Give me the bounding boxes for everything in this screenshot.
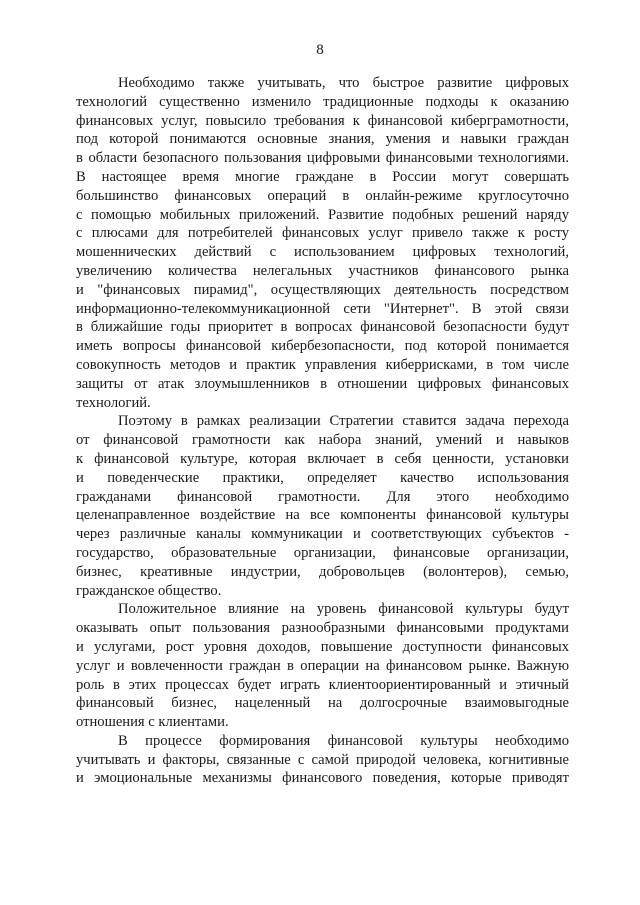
text-line: через различные каналы коммуникации и соответствующих субъектов - — [76, 526, 569, 543]
text-line: гражданами финансовой грамотности. Для этого необходимо — [76, 488, 569, 505]
text-line: услуг и вовлеченности граждан в операции на финансовом рынке. Важную — [76, 657, 569, 674]
paragraph — [76, 732, 569, 788]
text-line: отношения с клиентами. — [76, 714, 229, 731]
text-line: роль в этих процессах будет играть клиентоориентированный и этичный — [76, 676, 569, 693]
text-line: от финансовой грамотности как набора знаний, умений и навыков — [76, 432, 569, 449]
text-line: В настоящее время многие граждане в России могут совершать — [76, 168, 569, 185]
paragraph — [76, 600, 569, 732]
text-line: иметь вопросы финансовой кибербезопасности, под которой понимается — [76, 338, 569, 355]
text-line: увеличению количества нелегальных участников финансового рынка — [76, 262, 569, 279]
text-line: оказывать опыт пользования разнообразными финансовыми продуктами — [76, 620, 569, 637]
text-line: Необходимо также учитывать, что быстрое развитие цифровых — [118, 75, 569, 91]
text-line: защиты от атак злоумышленников в отношении цифровых финансовых — [76, 375, 569, 392]
text-line: Положительное влияние на уровень финансовой культуры будут — [118, 601, 569, 618]
text-line: в области безопасного пользования цифровыми финансовыми технологиями. — [76, 150, 569, 167]
text-line: мошеннических действий с использованием цифровых технологий, — [76, 244, 569, 261]
text-line: большинство финансовых операций в онлайн-режиме круглосуточно — [76, 187, 569, 204]
text-line: финансовый бизнес, нацеленный на долгосрочные взаимовыгодные — [76, 695, 569, 712]
text-line: технологий. — [76, 394, 151, 411]
text-line: учитывать и факторы, связанные с самой природой человека, когнитивные — [76, 751, 569, 768]
text-line: с помощью мобильных приложений. Развитие подобных решений наряду — [76, 206, 569, 223]
text-line: государство, образовательные организации, финансовые организации, — [76, 544, 569, 561]
text-line: совокупность методов и практик управления киберрисками, в том числе — [76, 356, 569, 373]
text-line: в ближайшие годы приоритет в вопросах финансовой безопасности будут — [76, 319, 569, 336]
text-line: к финансовой культуре, которая включает в себя ценности, установки — [76, 450, 569, 467]
body-text — [76, 74, 569, 788]
text-line: информационно-телекоммуникационной сети "Интернет". В этой связи — [76, 300, 569, 317]
text-line: под которой понимаются основные знания, умения и навыки граждан — [76, 131, 569, 148]
text-line: гражданское общество. — [76, 582, 222, 599]
text-line: целенаправленное воздействие на все компоненты финансовой культуры — [76, 507, 569, 524]
text-line: и "финансовых пирамид", осуществляющих деятельность посредством — [76, 281, 569, 298]
text-line: Поэтому в рамках реализации Стратегии ставится задача перехода — [118, 413, 569, 430]
text-line: с плюсами для потребителей финансовых услуг привело также к росту — [76, 225, 569, 242]
text-line: и эмоциональные механизмы финансового поведения, которые приводят — [76, 770, 569, 787]
paragraph — [76, 74, 569, 412]
paragraph — [76, 412, 569, 600]
text-line: технологий существенно изменило традиционные подходы к оказанию — [76, 93, 569, 110]
text-line: финансовых услуг, повысило требования к финансовой киберграмотности, — [76, 112, 569, 129]
text-line: бизнес, креативные индустрии, добровольцев (волонтеров), семью, — [76, 563, 569, 580]
text-line: В процессе формирования финансовой культуры необходимо — [118, 732, 569, 749]
text-line: и поведенческие практики, определяет качество использования — [76, 469, 569, 486]
page-number: 8 — [316, 42, 324, 58]
text-line: и услугами, рост уровня доходов, повышение доступности финансовых — [76, 638, 569, 655]
